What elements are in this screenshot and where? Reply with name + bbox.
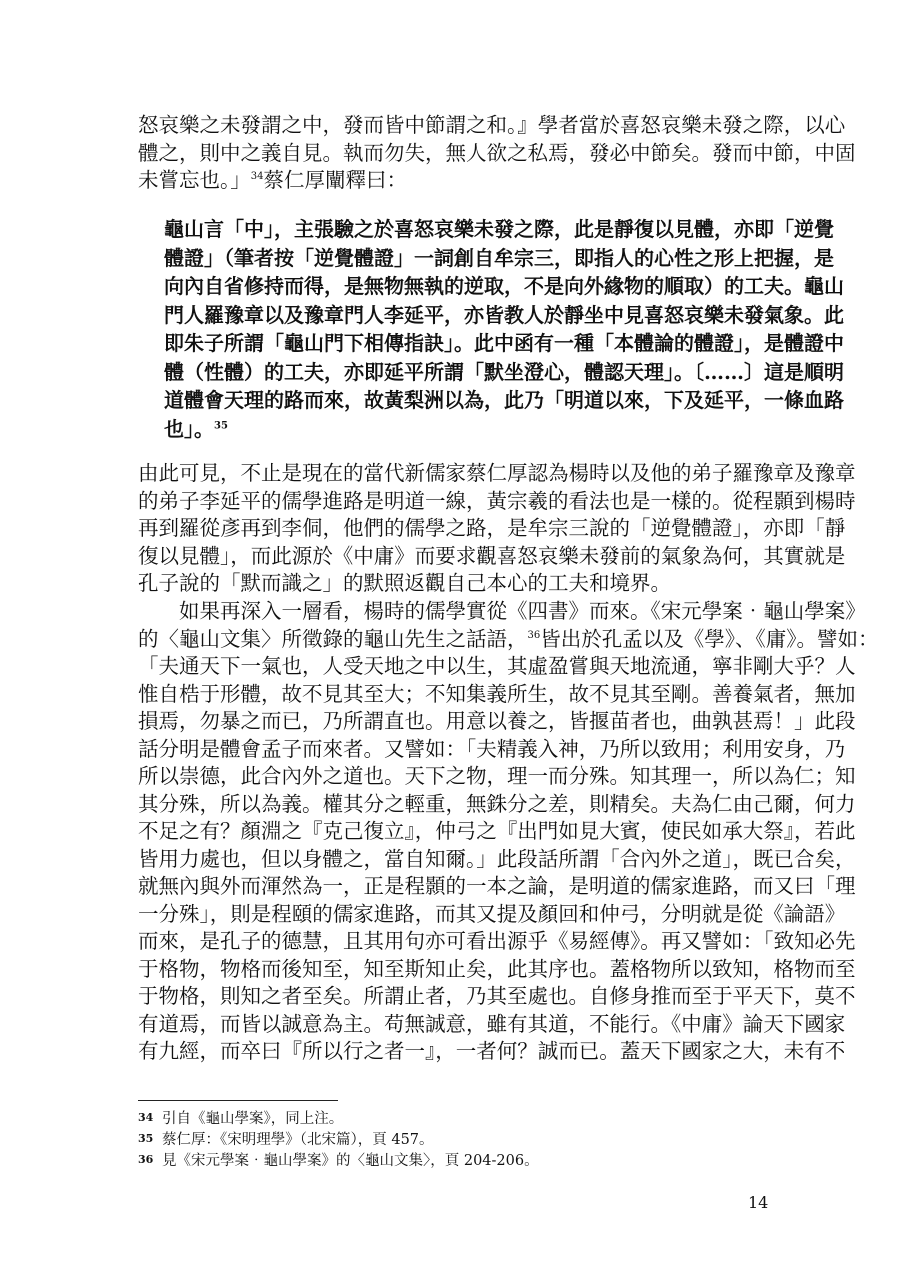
footnote-35 — [138, 1128, 770, 1149]
footnote-text: 蔡仁厚：《宋明理學》（北宋篇），頁 457。 — [162, 1132, 434, 1148]
quote-line: 即朱子所謂「龜山門下相傳指訣」。此中函有一種「本體論的體證」，是體證中 — [164, 331, 844, 355]
text-line — [138, 167, 770, 195]
text-line: 惟自梏于形體，故不見其至大；不知集義所生，故不見其至剛。善養氣者，無加 — [138, 681, 856, 706]
quote-line: 門人羅豫章以及豫章門人李延平，亦皆教人於靜坐中見喜怒哀樂未發氣象。此 — [164, 302, 844, 327]
footnote-text: 引自《龜山學案》，同上注。 — [162, 1111, 344, 1127]
text-line: 怒哀樂之未發謂之中，發而皆中節謂之和。』學者當於喜怒哀樂未發之際，以心 — [138, 113, 846, 137]
text-line — [138, 626, 879, 654]
footnote-36 — [138, 1149, 770, 1170]
text-line: 有道焉，而皆以誠意為主。苟無誠意，雖有其道，不能行。《中庸》論天下國家 — [138, 1011, 846, 1036]
footnote-number: 36 — [138, 1153, 154, 1166]
footnote-ref-36: 36 — [527, 629, 541, 641]
footnote-34 — [138, 1107, 770, 1128]
text-segment: 也」。 — [164, 416, 214, 441]
text-line: 就無內與外而渾然為一，正是程顥的一本之論，是明道的儒家進路，而又曰「理 — [138, 874, 856, 898]
footnote-divider — [138, 1100, 338, 1101]
text-line: 有九經，而卒曰『所以行之者一』，一者何？誠而已。蓋天下國家之大，未有不 — [138, 1039, 846, 1063]
footnote-number: 34 — [138, 1111, 154, 1124]
text-line: 而來，是孔子的德慧，且其用句亦可看出源乎《易經傳》。再又譬如：「致知必先 — [138, 929, 856, 953]
text-segment: 皆出於孔孟以及《學》、《庸》。譬如： — [540, 626, 879, 651]
text-line: 損焉，勿暴之而已，乃所謂直也。用意以養之，皆揠苗者也，曲孰甚焉！」此段 — [138, 709, 856, 733]
paragraph-3 — [138, 598, 879, 1066]
text-line: 不足之有？顏淵之『克己復立』，仲弓之『出門如見大賓，使民如承大祭』，若此 — [138, 819, 856, 843]
quote-line — [164, 415, 770, 444]
paragraph-2 — [138, 460, 856, 598]
text-line: 再到羅從彥再到李侗，他們的儒學之路，是牟宗三說的「逆覺體證」，亦即「靜 — [138, 516, 846, 540]
text-segment: 未嘗忘也。」 — [138, 168, 251, 192]
footnote-ref-35: 35 — [214, 419, 228, 431]
text-line: 由此可見，不止是現在的當代新儒家蔡仁厚認為楊時以及他的弟子羅豫章及豫章 — [138, 461, 856, 485]
text-line: 體之，則中之義自見。執而勿失，無人欲之私焉，發必中節矣。發而中節，中固 — [138, 140, 856, 165]
text-line: 皆用力處也，但以身體之，當自知爾。」此段話所謂「合內外之道」，既已合矣， — [138, 846, 856, 871]
text-line: 復以見體」，而此源於《中庸》而要求觀喜怒哀樂未發前的氣象為何，其實就是 — [138, 543, 846, 568]
text-line: 于物格，則知之者至矣。所謂止者，乃其至處也。自修身推而至于平天下，莫不 — [138, 984, 856, 1008]
footnote-number: 35 — [138, 1132, 154, 1145]
text-line: 一分殊」，則是程頤的儒家進路，而其又提及顏回和仲弓，分明就是從《論語》 — [138, 901, 846, 926]
text-line: 話分明是體會孟子而來者。又譬如：「夫精義入神，乃所以致用；利用安身，乃 — [138, 736, 846, 761]
quote-line: 體證」（筆者按「逆覺體證」一詞創自牟宗三，即指人的心性之形上把握，是 — [164, 245, 834, 270]
footnote-ref-34: 34 — [250, 171, 264, 183]
block-quote — [164, 215, 844, 443]
text-line: 于格物，物格而後知至，知至斯知止矣，此其序也。蓋格物所以致知，格物而至 — [138, 956, 856, 981]
footnote-text: 見《宋元學案‧龜山學案》的〈龜山文集〉，頁 204-206。 — [162, 1153, 539, 1169]
text-line: 「夫通天下一氣也，人受天地之中以生，其虛盈嘗與天地流通，寧非剛大乎？人 — [138, 654, 856, 678]
quote-line: 道體會天理的路而來，故黃梨洲以為，此乃「明道以來，下及延平，一條血路 — [164, 388, 844, 412]
page-number: 14 — [748, 1193, 769, 1212]
intro-paragraph — [138, 112, 856, 195]
text-line: 如果再深入一層看，楊時的儒學實從《四書》而來。《宋元學案‧龜山學案》 — [138, 599, 866, 623]
text-line: 所以崇德，此合內外之道也。天下之物，理一而分殊。知其理一，所以為仁；知 — [138, 764, 856, 788]
text-line: 其分殊，所以為義。權其分之輕重，無銖分之差，則精矣。夫為仁由己爾，何力 — [138, 791, 856, 816]
text-line: 孔子說的「默而識之」的默照返觀自己本心的工夫和境界。 — [138, 571, 671, 595]
text-line: 的弟子李延平的儒學進路是明道一線，黃宗羲的看法也是一樣的。從程顥到楊時 — [138, 488, 856, 513]
quote-line: 向內自省修持而得，是無物無執的逆取，不是向外緣物的順取）的工夫。龜山 — [164, 274, 844, 298]
text-segment: 的〈龜山文集〉所徵錄的龜山先生之話語， — [138, 626, 528, 651]
quote-line: 體（性體）的工夫，亦即延平所謂「默坐澄心，體認天理」。〔……〕這是順明 — [164, 359, 844, 384]
quote-line: 龜山言「中」，主張驗之於喜怒哀樂未發之際，此是靜復以見體，亦即「逆覺 — [164, 217, 834, 241]
text-segment: 蔡仁厚闡釋曰： — [263, 168, 407, 192]
